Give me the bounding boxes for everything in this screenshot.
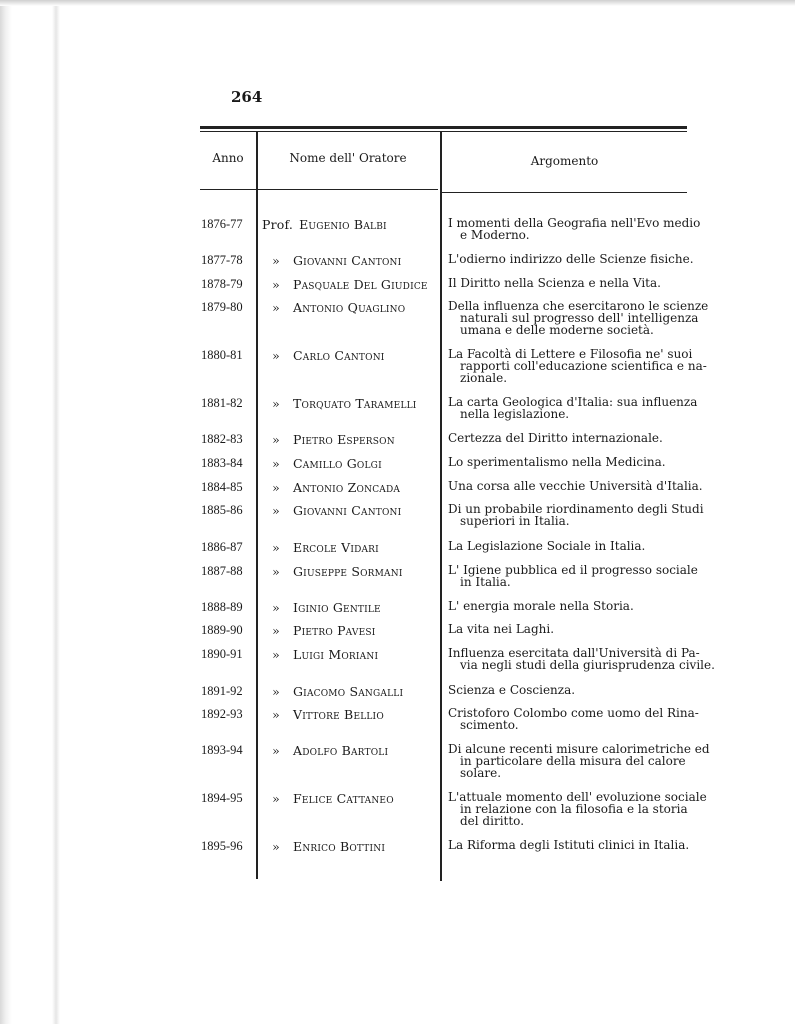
row-speaker-prefix: » (272, 432, 280, 447)
row-year: 1878-79 (201, 277, 243, 291)
row-speaker (262, 456, 438, 471)
row-speaker (262, 253, 438, 268)
row-topic-line: via negli studi della giurisprudenza civile. (460, 658, 715, 672)
row-year: 1883-84 (201, 456, 243, 470)
row-year: 1881-82 (201, 396, 243, 410)
row-speaker-name: Vittore Bellio (293, 707, 384, 722)
column-divider-1 (256, 131, 258, 879)
row-topic (448, 502, 704, 528)
row-topic-line: in particolare della misura del calore (460, 754, 686, 768)
row-year: 1889-90 (201, 623, 243, 637)
row-speaker (262, 480, 438, 495)
row-speaker (262, 600, 438, 615)
header-topic: Argomento (530, 154, 599, 168)
column-divider-2 (440, 131, 442, 881)
row-year: 1879-80 (201, 300, 243, 314)
row-topic-line: rapporti coll'educazione scientifica e na- (460, 359, 707, 373)
row-speaker-prefix: » (272, 396, 280, 411)
row-topic-line: Lo sperimentalismo nella Medicina. (448, 455, 666, 469)
row-topic-line: scimento. (460, 718, 519, 732)
row-speaker (262, 217, 438, 232)
row-topic (448, 540, 693, 552)
row-speaker (262, 540, 438, 555)
page-binding-edge (0, 0, 62, 1024)
row-speaker-name: Iginio Gentile (293, 600, 381, 615)
row-speaker-prefix: » (272, 600, 280, 615)
row-topic-line: in relazione con la filosofia e la storia (460, 802, 688, 816)
row-speaker-name: Torquato Taramelli (293, 396, 417, 411)
row-speaker (262, 277, 438, 292)
row-speaker-prefix: » (272, 564, 280, 579)
row-speaker (262, 396, 438, 411)
row-topic-line: Della influenza che esercitarono le scienze (448, 299, 709, 313)
row-speaker-name: Luigi Moriani (293, 647, 379, 662)
row-speaker (262, 564, 438, 579)
table-top-rule-thin (200, 131, 687, 132)
row-topic (448, 839, 693, 851)
row-speaker-name: Pietro Esperson (293, 432, 395, 447)
row-speaker-prefix: » (272, 684, 280, 699)
row-topic-line: naturali sul progresso dell' intelligenza (460, 311, 699, 325)
row-topic-line: in Italia. (460, 575, 511, 589)
row-topic-line: Influenza esercitata dall'Università di Pa- (448, 646, 700, 660)
header-year: Anno (212, 151, 244, 165)
row-topic (448, 623, 693, 635)
row-speaker (262, 647, 438, 662)
row-topic-line: Di alcune recenti misure calorimetriche ed (448, 742, 710, 756)
row-topic-line: Scienza e Coscienza. (448, 683, 576, 697)
header-speaker: Nome dell' Oratore (289, 151, 407, 165)
row-speaker-prefix: » (272, 253, 280, 268)
row-speaker-name: Pasquale Del Giudice (293, 277, 428, 292)
page-number: 264 (231, 88, 263, 106)
row-speaker-prefix: » (272, 743, 280, 758)
row-topic-line: Una corsa alle vecchie Università d'Italia. (448, 479, 703, 493)
row-topic (448, 347, 707, 385)
row-topic (448, 646, 715, 672)
row-topic-line: Cristoforo Colombo come uomo del Rina- (448, 706, 699, 720)
row-speaker-name: Giuseppe Sormani (293, 564, 403, 579)
row-topic (448, 479, 703, 493)
row-topic-line: del diritto. (460, 814, 525, 828)
row-speaker-name: Adolfo Bartoli (293, 743, 389, 758)
row-speaker-prefix: Prof. (262, 217, 294, 232)
row-speaker (262, 432, 438, 447)
row-topic-line: L' Igiene pubblica ed il progresso sociale (448, 563, 698, 577)
row-year: 1884-85 (201, 480, 243, 494)
row-speaker-name: Antonio Quaglino (293, 300, 406, 315)
row-speaker-name: Carlo Cantoni (293, 348, 385, 363)
row-year: 1890-91 (201, 647, 243, 661)
row-topic (448, 432, 693, 444)
row-topic (448, 253, 693, 265)
row-topic-line: e Moderno. (460, 228, 530, 242)
row-topic-line: Certezza del Diritto internazionale. (448, 431, 663, 445)
row-topic-line: zionale. (460, 371, 508, 385)
row-speaker-prefix: » (272, 480, 280, 495)
row-speaker-prefix: » (272, 540, 280, 555)
row-topic-line: superiori in Italia. (460, 514, 570, 528)
row-topic (448, 600, 693, 612)
row-speaker-name: Giacomo Sangalli (293, 684, 404, 699)
row-topic-line: Il Diritto nella Scienza e nella Vita. (448, 276, 661, 290)
row-speaker-prefix: » (272, 707, 280, 722)
row-speaker (262, 623, 438, 638)
row-year: 1877-78 (201, 253, 243, 267)
row-topic-line: La Legislazione Sociale in Italia. (448, 539, 646, 553)
row-topic (448, 395, 698, 421)
row-speaker-prefix: » (272, 647, 280, 662)
row-topic (448, 277, 693, 289)
row-speaker-name: Enrico Bottini (293, 839, 386, 854)
row-speaker-name: Camillo Golgi (293, 456, 382, 471)
row-topic (448, 299, 709, 337)
row-year: 1886-87 (201, 540, 243, 554)
row-speaker (262, 684, 438, 699)
row-speaker-prefix: » (272, 456, 280, 471)
row-topic (448, 456, 693, 468)
row-speaker-prefix: » (272, 348, 280, 363)
row-year: 1888-89 (201, 600, 243, 614)
row-topic-line: Di un probabile riordinamento degli Studi (448, 502, 704, 516)
row-year: 1895-96 (201, 839, 243, 853)
page-top-edge (0, 0, 795, 6)
header-bottom-rule-left (200, 189, 256, 190)
row-speaker (262, 300, 438, 315)
row-speaker-name: Eugenio Balbi (299, 217, 387, 232)
row-speaker-prefix: » (272, 791, 280, 806)
row-speaker (262, 791, 438, 806)
row-speaker (262, 348, 438, 363)
row-speaker (262, 839, 438, 854)
row-topic-line: solare. (460, 766, 502, 780)
row-year: 1891-92 (201, 684, 243, 698)
row-speaker-prefix: » (272, 839, 280, 854)
row-speaker-name: Antonio Zoncada (293, 480, 401, 495)
row-topic (448, 706, 699, 732)
row-year: 1894-95 (201, 791, 243, 805)
header-bottom-rule-mid (258, 189, 438, 190)
row-year: 1885-86 (201, 503, 243, 517)
row-topic-line: La carta Geologica d'Italia: sua influenza (448, 395, 698, 409)
row-topic-line: La Facoltà di Lettere e Filosofia ne' suoi (448, 347, 693, 361)
row-speaker (262, 743, 438, 758)
row-speaker-name: Felice Cattaneo (293, 791, 394, 806)
header-bottom-rule-right (442, 192, 687, 193)
row-year: 1893-94 (201, 743, 243, 757)
row-topic-line: nella legislazione. (460, 407, 570, 421)
row-speaker-name: Giovanni Cantoni (293, 253, 402, 268)
row-topic (448, 790, 707, 828)
row-topic-line: La Riforma degli Istituti clinici in Italia. (448, 838, 690, 852)
row-topic-line: La vita nei Laghi. (448, 622, 555, 636)
row-year: 1876-77 (201, 217, 243, 231)
row-topic (448, 684, 693, 696)
table-top-rule-thick (200, 126, 687, 129)
row-speaker (262, 503, 438, 518)
row-speaker-name: Pietro Pavesi (293, 623, 376, 638)
row-topic-line: umana e delle moderne società. (460, 323, 654, 337)
row-speaker-name: Giovanni Cantoni (293, 503, 402, 518)
row-speaker-prefix: » (272, 623, 280, 638)
row-topic (448, 742, 710, 780)
row-topic (448, 563, 698, 589)
row-topic-line: L'attuale momento dell' evoluzione sociale (448, 790, 707, 804)
row-topic-line: I momenti della Geografia nell'Evo medio (448, 216, 701, 230)
row-topic (448, 216, 701, 242)
row-speaker-name: Ercole Vidari (293, 540, 379, 555)
row-year: 1887-88 (201, 564, 243, 578)
row-topic-line: L' energia morale nella Storia. (448, 599, 634, 613)
row-year: 1892-93 (201, 707, 243, 721)
row-speaker-prefix: » (272, 503, 280, 518)
row-year: 1882-83 (201, 432, 243, 446)
row-topic-line: L'odierno indirizzo delle Scienze fisiche. (448, 252, 694, 266)
row-speaker-prefix: » (272, 300, 280, 315)
row-year: 1880-81 (201, 348, 243, 362)
row-speaker-prefix: » (272, 277, 280, 292)
row-speaker (262, 707, 438, 722)
